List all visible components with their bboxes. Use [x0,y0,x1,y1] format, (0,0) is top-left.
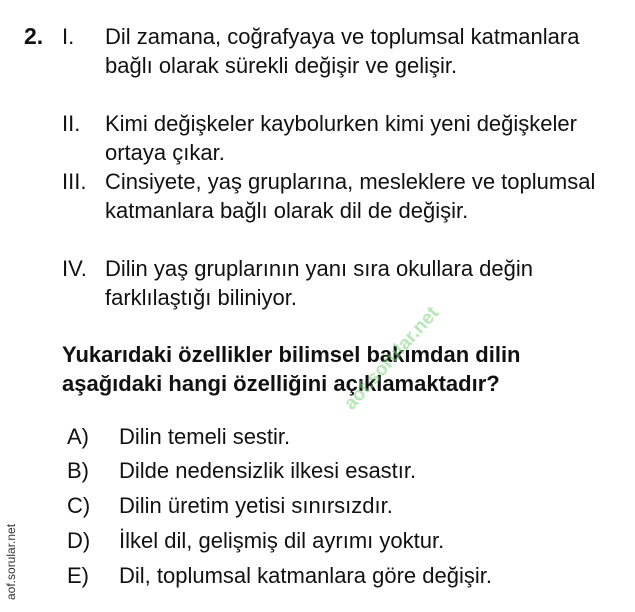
option-a[interactable] [67,422,290,451]
option-text: Dilde nedensizlik ilkesi esastır. [119,458,417,483]
statement-text: Cinsiyete, yaş gruplarına, mesleklere ve toplumsal katmanlara bağlı olarak dil de değişir. [105,169,596,223]
statement-text: Dil zamana, coğrafyaya ve toplumsal katmanlara bağlı olarak sürekli değişir ve gelişir. [105,24,580,78]
prompt-line: aşağıdaki hangi özelliğini açıklamaktadır? [62,371,500,396]
statement-text: Dilin yaş gruplarının yanı sıra okullara değin farklılaştığı biliniyor. [105,256,534,310]
option-text: İlkel dil, gelişmiş dil ayrımı yoktur. [119,528,445,553]
option-letter: E) [67,563,89,588]
statement-3 [62,167,625,225]
option-b[interactable] [67,456,416,485]
option-d[interactable] [67,526,444,555]
option-text: Dil, toplumsal katmanlara göre değişir. [119,563,492,588]
option-letter: C) [67,493,91,518]
option-text: Dilin üretim yetisi sınırsızdır. [119,493,393,518]
option-letter: A) [67,424,89,449]
side-watermark: aof.sorular.net [4,523,18,600]
statement-4 [62,254,625,312]
statement-2 [62,109,625,167]
question-prompt [62,340,622,398]
option-e[interactable] [67,561,492,590]
statement-numeral: IV. [62,256,87,281]
option-text: Dilin temeli sestir. [119,424,291,449]
statement-1 [62,22,625,80]
option-c[interactable] [67,491,393,520]
statement-numeral: I. [62,24,75,49]
statement-numeral: II. [62,111,81,136]
watermark: aof.sorular.net [340,302,444,415]
option-letter: B) [67,458,89,483]
prompt-line: Yukarıdaki özellikler bilimsel bakımdan dilin [62,342,521,367]
option-letter: D) [67,528,91,553]
statement-numeral: III. [62,169,87,194]
question-number: 2. [24,23,44,49]
statement-text: Kimi değişkeler kaybolurken kimi yeni değişkeler ortaya çıkar. [105,111,577,165]
